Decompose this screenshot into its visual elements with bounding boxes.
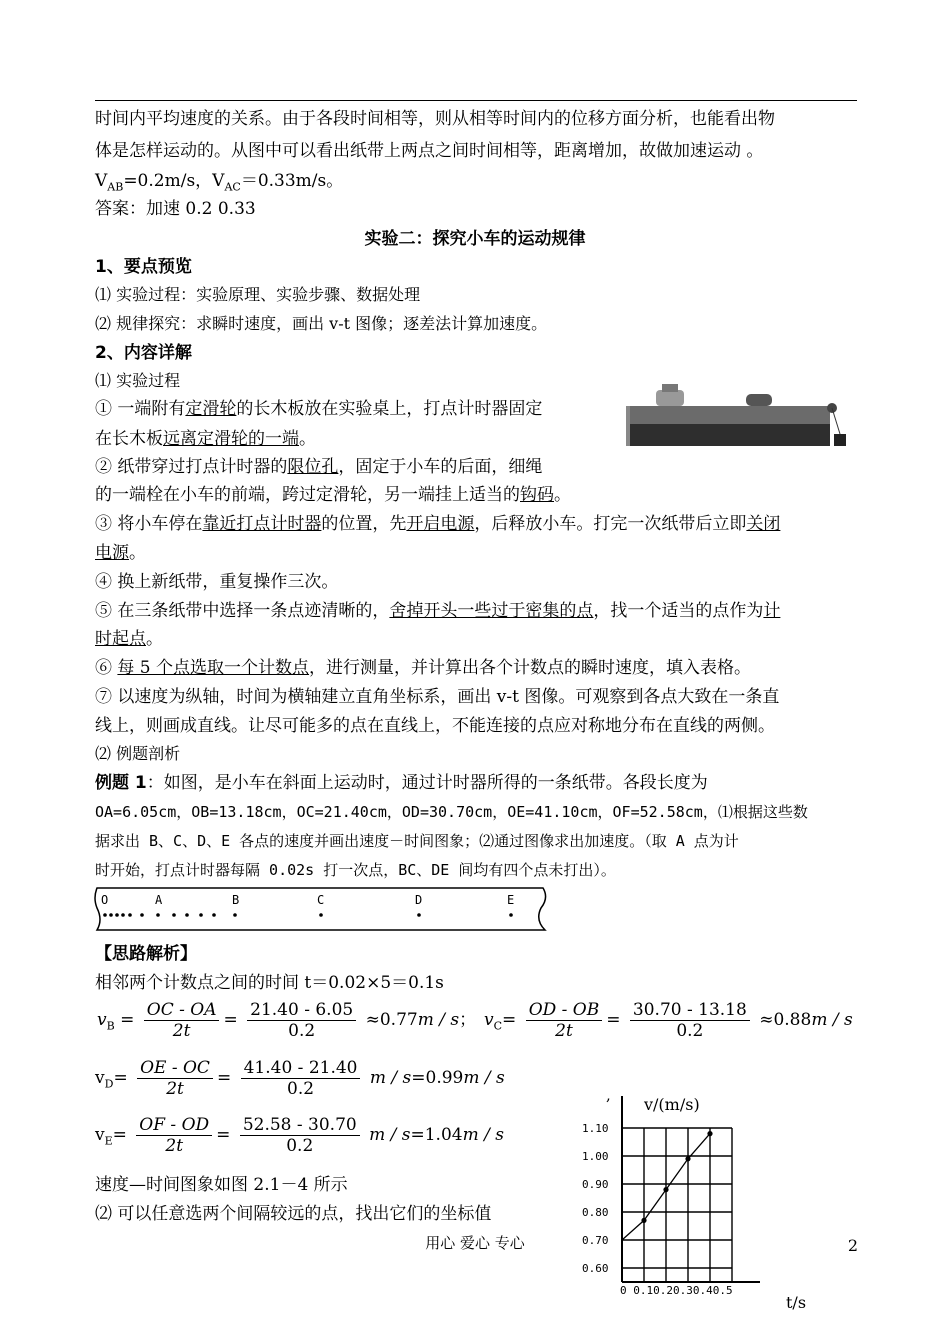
step-7-cont: 线上，则画成直线。让尽可能多的点在直线上，不能连接的点应对称地分布在直线的两侧。 — [95, 716, 775, 736]
text-line: 速度—时间图象如图 2.1－4 所示 — [95, 1175, 348, 1195]
time-interval: 相邻两个计数点之间的时间 t＝0.02×5＝0.1s — [95, 973, 444, 993]
step-1-cont: 在长木板远离定滑轮的一端。 — [95, 429, 316, 449]
page-number: 2 — [847, 1236, 858, 1255]
y-tick-label: 0.60 — [582, 1262, 609, 1275]
y-tick-label: 0.70 — [582, 1234, 609, 1247]
text-line: ⑵ 可以任意选两个间隔较远的点，找出它们的坐标值 — [95, 1204, 492, 1224]
footer-text: 用心 爱心 专心 — [425, 1234, 525, 1252]
equation-vD: $v_D=$ $\frac{OE - OC}{2t}$ = $\frac{41.40 - 21.40}{0.2}$ m / s=0.99m / s — [95, 1058, 505, 1099]
equation-vB: $v_B$ = $\frac{OC - OA}{2t}$ = $\frac{21.40 - 6.05}{0.2}$ ≈0.77m / s； — [97, 1000, 477, 1041]
velocity-line: $V_{AB}=0.2m/s$，$V_{AC}=0.33m/s$。 — [95, 171, 344, 194]
step-3: ③ 将小车停在靠近打点计时器的位置，先开启电源，后释放小车。打完一次纸带后立即关闭 — [95, 514, 781, 534]
step-5: ⑤ 在三条纸带中选择一条点迹清晰的，舍掉开头一些过于密集的点，找一个适当的点作为计 — [95, 601, 781, 621]
answer-line: 答案：加速 0.2 0.33 — [95, 199, 256, 219]
equation-vE: $v_E=$ $\frac{OF - OD}{2t}$ = $\frac{52.58 - 30.70}{0.2}$ m / s=1.04m / s — [95, 1115, 504, 1156]
section-title: 实验二：探究小车的运动规律 — [364, 229, 586, 249]
text-line: ⑴ 实验过程：实验原理、实验步骤、数据处理 — [95, 285, 421, 304]
text-line: ⑵ 例题剖析 — [95, 744, 181, 763]
tape-label-c: C — [317, 893, 325, 907]
tape-label-d: D — [415, 893, 423, 907]
example-line: 例题 1：如图，是小车在斜面上运动时，通过计时器所得的一条纸带。各段长度为 — [95, 773, 708, 793]
step-1: ① 一端附有定滑轮的长木板放在实验桌上，打点计时器固定 — [95, 399, 543, 419]
heading: 2、内容详解 — [95, 343, 192, 363]
tape-label-e: E — [507, 893, 515, 907]
chart-mark: , — [606, 1088, 611, 1104]
data-point — [685, 1156, 690, 1161]
text-line: 时间内平均速度的关系。由于各段时间相等，则从相等时间内的位移方面分析，也能看出物 — [95, 109, 775, 129]
y-tick-label: 0.90 — [582, 1178, 609, 1191]
step-7: ⑦ 以速度为纵轴，时间为横轴建立直角坐标系，画出 v-t 图像。可观察到各点大致在一条直 — [95, 687, 780, 707]
y-tick-label: 1.00 — [582, 1150, 609, 1163]
header-rule — [95, 100, 857, 101]
apparatus-image — [626, 378, 852, 450]
data-point — [707, 1131, 712, 1136]
example-line: OA=6.05cm，OB=13.18cm，OC=21.40cm，OD=30.70cm，OE=41.10cm，OF=52.58cm，⑴根据这些数 — [95, 803, 808, 821]
step-2-cont: 的一端栓在小车的前端，跨过定滑轮，另一端挂上适当的钩码。 — [95, 485, 571, 505]
x-axis-label: t/s — [786, 1293, 807, 1312]
example-line: 时开始，打点计时器每隔 0.02s 打一次点，BC、DE 间均有四个点未打出）。 — [95, 861, 616, 879]
text-line: 体是怎样运动的。从图中可以看出纸带上两点之间时间相等，距离增加，故做加速运动 。 — [95, 141, 764, 161]
step-3-cont: 电源。 — [95, 543, 146, 563]
data-point — [663, 1187, 668, 1192]
data-point — [641, 1218, 646, 1223]
y-axis-label: v/(m/s) — [644, 1095, 700, 1114]
x-tick-labels: 0 0.10.20.30.40.5 — [620, 1284, 733, 1297]
solution-heading: 【思路解析】 — [95, 944, 197, 964]
tape-label-a: A — [155, 893, 163, 907]
y-tick-label: 1.10 — [582, 1122, 609, 1135]
text-line: ⑴ 实验过程 — [95, 371, 181, 390]
y-tick-label: 0.80 — [582, 1206, 609, 1219]
example-line: 据求出 B、C、D、E 各点的速度并画出速度－时间图象；⑵通过图像求出加速度。（取 A 点为计 — [95, 832, 739, 850]
step-4: ④ 换上新纸带，重复操作三次。 — [95, 572, 339, 592]
tape-label-o: O — [101, 893, 109, 907]
step-2: ② 纸带穿过打点计时器的限位孔，固定于小车的后面，细绳 — [95, 457, 543, 477]
step-6: ⑥ 每 5 个点选取一个计数点，进行测量，并计算出各个计数点的瞬时速度，填入表格。 — [95, 658, 752, 678]
chart-grid — [622, 1096, 760, 1282]
paper-tape-image — [93, 886, 555, 932]
step-5-cont: 时起点。 — [95, 629, 163, 649]
text-line: ⑵ 规律探究：求瞬时速度，画出 v-t 图像；逐差法计算加速度。 — [95, 314, 548, 333]
heading: 1、要点预览 — [95, 257, 192, 277]
equation-vC: $v_C=$ $\frac{OD - OB}{2t}$ = $\frac{30.70 - 13.18}{0.2}$ ≈0.88m / s — [484, 1000, 853, 1041]
vt-chart — [578, 1088, 808, 1314]
tape-label-b: B — [232, 893, 240, 907]
